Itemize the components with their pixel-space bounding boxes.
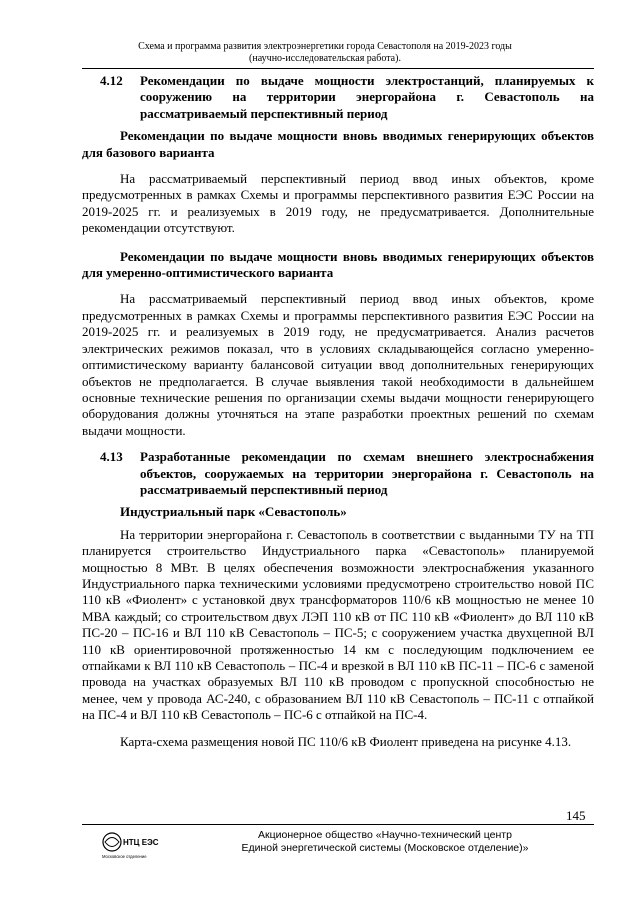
page-footer bbox=[170, 829, 600, 855]
section-title: Рекомендации по выдаче мощности электростанций, планируемых к сооружению на территории энергорайона г. Севастополь на рассматриваемый перспективный период bbox=[140, 73, 594, 121]
section-heading-4-12 bbox=[82, 73, 594, 122]
section-number: 4.13 bbox=[100, 449, 123, 465]
svg-text:Московское отделение: Московское отделение bbox=[102, 854, 147, 859]
main-content bbox=[82, 73, 594, 750]
section-title: Разработанные рекомендации по схемам внешнего электроснабжения объектов, сооружаемых на территории энергорайона г. Севастополь на рассматриваемый перспективный период bbox=[140, 449, 594, 497]
subheading-industrial-park: Индустриальный парк «Севастополь» bbox=[120, 504, 347, 520]
section-number: 4.12 bbox=[100, 73, 123, 88]
paragraph-base-variant: На рассматриваемый перспективный период ввод иных объектов, кроме предусмотренных в рамках Схемы и программы перспективного развития ЕЭС России на 2019-2025 гг. и реализуемых в 2019 году, не предусматривается. Дополнительные рекомендации отсутствуют. bbox=[82, 171, 594, 236]
footer-line-1: Акционерное общество «Научно-технический центр bbox=[258, 829, 512, 841]
footer-divider bbox=[82, 824, 594, 825]
ntc-ees-logo-icon bbox=[100, 829, 159, 863]
footer-line-2: Единой энергетической системы (Московское отделение)» bbox=[241, 842, 529, 854]
svg-text:НТЦ ЕЭС: НТЦ ЕЭС bbox=[123, 838, 159, 847]
paragraph-industrial-park: На территории энергорайона г. Севастополь в соответствии с выданными ТУ на ТП планируется строительство Индустриального парка «Севастополь» планируемой мощностью 8 МВт. В целях обеспечения возможности электроснабжения указанного Индустриального парка техническими условиями предусмотрено строительство новой ПС 110 кВ «Фиолент» с установкой двух трансформаторов 110/6 кВ мощностью не менее 10 МВА каждый; со строительством двух ЛЭП 110 кВ от ПС 110 кВ «Фиолент» до ВЛ 110 кВ ПС-20 – ПС-16 и ВЛ 110 кВ Севастополь – ПС-5; с сооружением участка двухцепной ВЛ 110 кВ ориентировочной протяженностью 14 км с последующим подключением ее отпайками к ВЛ 110 кВ Севастополь – ПС-4 и врезкой в ВЛ 110 кВ ПС-11 – ПС-6 с заменой провода на участках образуемых ВЛ 110 кВ проводом с пропускной способностью не менее, чем у провода АС-240, с образованием ВЛ 110 кВ Севастополь – ПС-11 с отпайкой на ПС-4 и ВЛ 110 кВ Севастополь – ПС-6 с отпайкой на ПС-4. bbox=[82, 526, 594, 723]
header-line-1: Схема и программа развития электроэнергетики города Севастополя на 2019-2023 годы bbox=[138, 41, 512, 52]
page-number: 145 bbox=[566, 808, 586, 823]
header-divider bbox=[82, 68, 594, 69]
company-logo bbox=[100, 829, 159, 863]
paragraph-optimistic-variant: На рассматриваемый перспективный период ввод иных объектов, кроме предусмотренных в рамках Схемы и программы перспективного развития ЕЭС России на 2019-2025 гг. и реализуемых в 2019 году, не предусматривается. Анализ расчетов электрических режимов показал, что в условиях складывающейся согласно умеренно-оптимистическому варианту балансовой ситуации ввод дополнительных генерирующих объектов не предполагается. В случае выявления такой необходимости в дальнейшем основные технические решения по организации схемы выдачи мощности генерирующего оборудования должны уточняться на этапе разработки проектных решений по схемам выдачи мощности. bbox=[82, 291, 594, 438]
subheading-optimistic-variant: Рекомендации по выдаче мощности вновь вводимых генерирующих объектов для умеренно-оптимистического варианта bbox=[82, 248, 594, 281]
section-heading-4-13 bbox=[82, 449, 594, 498]
header-line-2: (научно-исследовательская работа). bbox=[249, 53, 401, 64]
paragraph-map-reference: Карта-схема размещения новой ПС 110/6 кВ Фиолент приведена на рисунке 4.13. bbox=[120, 733, 572, 749]
subheading-base-variant: Рекомендации по выдаче мощности вновь вводимых генерирующих объектов для базового варианта bbox=[82, 128, 594, 160]
page-header bbox=[80, 41, 570, 65]
